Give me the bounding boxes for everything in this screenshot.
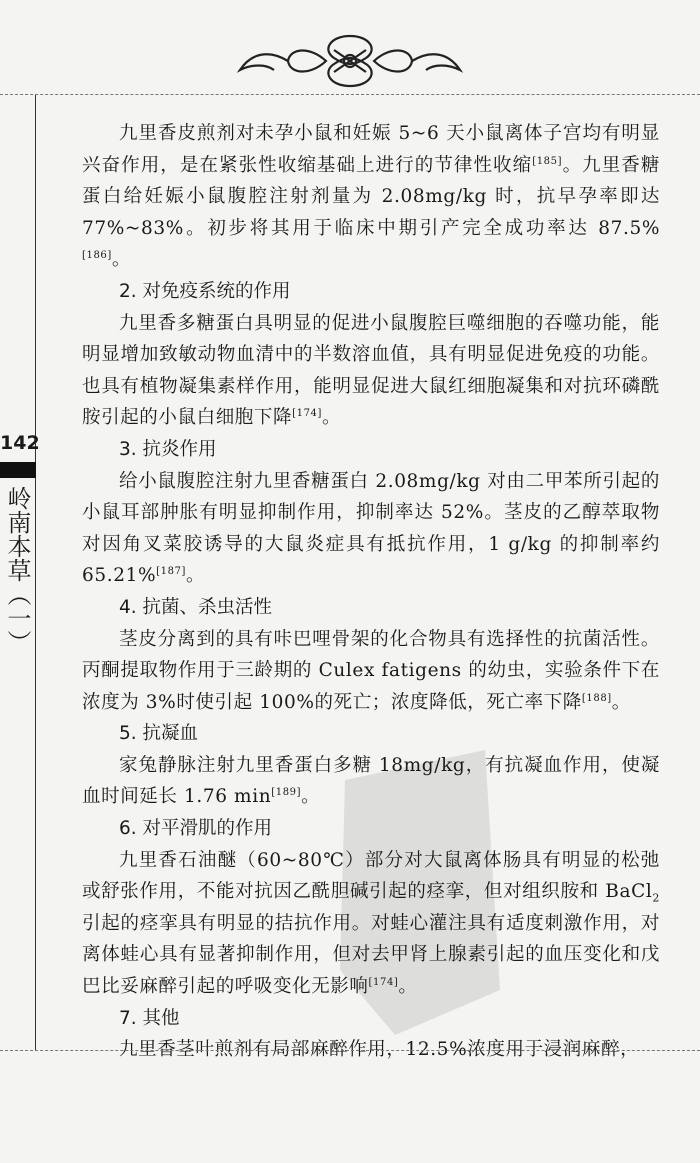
text-run: 引起的痉挛具有明显的拮抗作用。对蛙心灌注具有适度刺激作用，对离体蛙心具有显著抑制作用，但对去甲肾上腺素引起的血压变化和戊巴比妥麻醉引起的呼吸变化无影响 [82,912,660,998]
text-run: 九里香皮煎剂对未孕小鼠和妊娠 5~6 天小鼠离体子宫均有明显兴奋作用，是在紧张性收缩基础上进行的节律性收缩 [82,123,660,176]
citation-ref: [188] [581,692,612,704]
citation-ref: [185] [532,155,563,167]
citation-ref: [174] [292,408,322,420]
side-tab-bar [0,462,36,478]
section-heading: 2. 对免疫系统的作用 [119,280,291,302]
paragraph [82,750,660,813]
section-heading: 3. 抗炎作用 [119,438,217,460]
footer-dashed-rule [0,1050,700,1051]
header-dashed-rule [0,94,700,95]
text-run: 九里香石油醚（60~80℃）部分对大鼠离体肠具有明显的松弛或舒张作用，不能对抗因乙酰胆碱引起的痉挛，但对组织胺和 BaCl [82,849,660,903]
text-run: 。 [111,249,131,271]
text-run: 家兔静脉注射九里香蛋白多糖 18mg/kg，有抗凝血作用，使凝血时间延长 1.76 min [82,754,660,808]
paragraph [82,466,660,592]
citation-ref: [187] [156,566,187,578]
page-number: 142 [0,432,40,454]
citation-ref: [186] [82,250,112,262]
paragraph [82,624,660,719]
paragraph [82,845,660,1003]
text-run: 。 [322,407,342,429]
citation-ref: [174] [368,976,399,988]
section-heading: 7. 其他 [119,1007,180,1029]
decorative-knot-ornament [230,30,470,92]
citation-ref: [189] [271,787,302,799]
text-run: 。 [186,565,206,587]
text-run: 茎皮分离到的具有咔巴哩骨架的化合物具有选择性的抗菌活性。丙酮提取物作用于三龄期的 Culex fatigens 的幼虫，实验条件下在浓度为 3%时使引起 100%的死亡；浓度降低，死亡率下降 [82,628,660,713]
text-run: 。 [398,976,418,998]
text-run: 九里香多糖蛋白具明显的促进小鼠腹腔巨噬细胞的吞噬功能，能明显增加致敏动物血清中的半数溶血值，具有明显促进免疫的功能。也具有植物凝集素样作用，能明显促进大鼠红细胞凝集和对抗环磷酰胺引起的小鼠白细胞下降 [82,312,660,429]
section-heading: 4. 抗菌、杀虫活性 [119,596,273,618]
section-heading: 6. 对平滑肌的作用 [119,818,273,840]
subscript: 2 [652,891,660,905]
body-text [82,118,660,1066]
text-run: 。 [301,786,321,808]
paragraph [82,308,660,434]
text-run: 。 [611,691,631,713]
text-run: 给小鼠腹腔注射九里香糖蛋白 2.08mg/kg 对由二甲苯所引起的小鼠耳部肿胀有明显抑制作用，抑制率达 52%。茎皮的乙醇萃取物对因角叉菜胶诱导的大鼠炎症具有抵抗作用，1 g/kg 的抑制率约 65.21% [82,470,660,587]
paragraph [82,118,660,276]
text-run: 。九里香糖蛋白给妊娠小鼠腹腔注射剂量为 2.08mg/kg 时，抗早孕率即达77%~83%。初步将其用于临床中期引产完全成功率达 87.5% [82,154,660,239]
section-heading: 5. 抗凝血 [119,723,199,745]
book-title-vertical: 岭南本草（一） [3,486,31,654]
left-margin-rule [35,95,36,1050]
text-run: 九里香茎叶煎剂有局部麻醉作用，12.5%浓度用于浸润麻醉， [119,1039,640,1061]
